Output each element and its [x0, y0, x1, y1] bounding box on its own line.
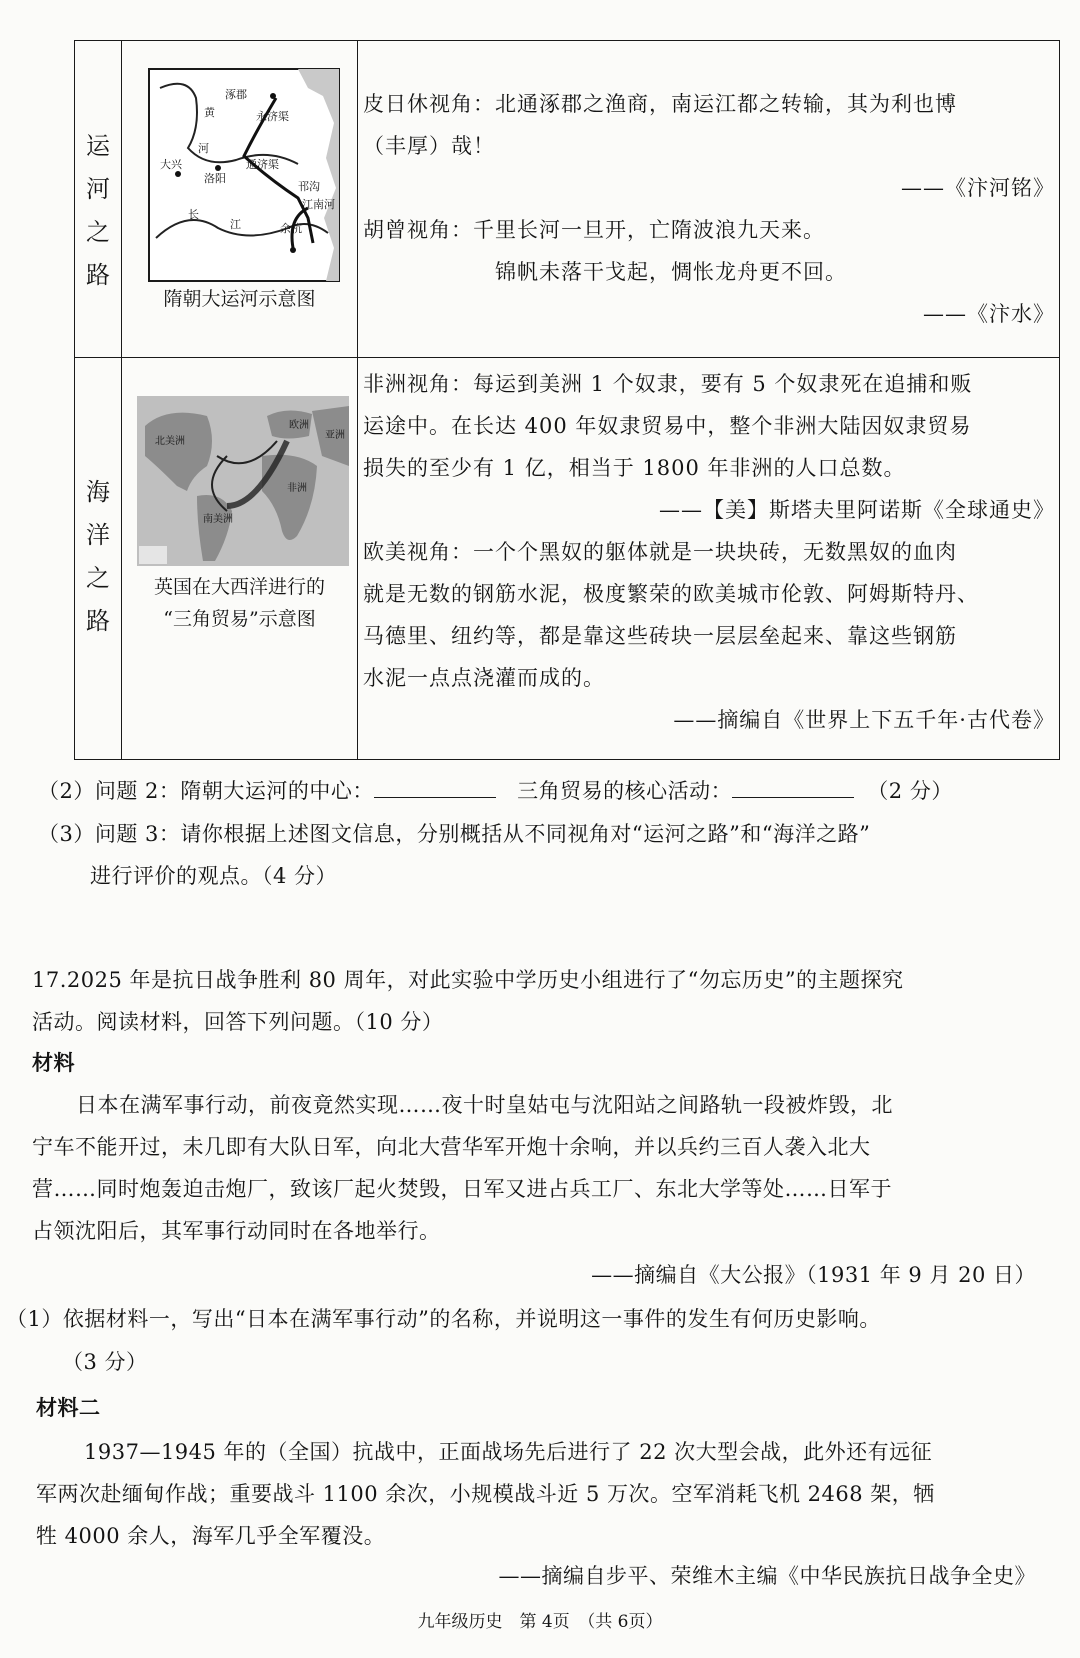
question-17-1-score: （3 分） [62, 1350, 148, 1374]
map-label: 通济渠 [246, 158, 279, 171]
text-line: （丰厚）哉！ [363, 134, 495, 158]
map-label: 余杭 [280, 222, 302, 235]
text-line: 锦帆未落干戈起，惆怅龙舟更不回。 [495, 260, 847, 284]
text-line: 马德里、纽约等，都是靠这些砖块一层层垒起来、靠这些钢筋 [363, 624, 957, 648]
material-1-text: 占领沈阳后，其军事行动同时在各地举行。 [32, 1219, 441, 1243]
question-17-intro: 活动。阅读材料，回答下列问题。（10 分） [32, 1010, 444, 1034]
materials-table [74, 40, 1060, 760]
row-label-ocean-road: 海 洋 之 路 [86, 478, 110, 635]
page-footer: 九年级历史 第 4页 （共 6页） [417, 1612, 663, 1632]
map-label: 非洲 [287, 483, 307, 494]
map-label: 河 [198, 142, 209, 155]
material-2-text: 军两次赴缅甸作战；重要战斗 1100 余次，小规模战斗近 5 万次。空军消耗飞机 2468 架，牺 [36, 1482, 935, 1506]
map-label: 永济渠 [256, 110, 289, 123]
material-2-text: 1937—1945 年的（全国）抗战中，正面战场先后进行了 22 次大型会战，此外还有远征 [84, 1440, 933, 1464]
text-line: 非洲视角：每运到美洲 1 个奴隶，要有 5 个奴隶死在追捕和贩 [363, 372, 973, 396]
text-line: 胡曾视角：千里长河一旦开，亡隋波浪九天来。 [363, 218, 825, 242]
map-label: 邗沟 [298, 180, 320, 193]
text-line: 欧美视角：一个个黑奴的躯体就是一块块砖，无数黑奴的血肉 [363, 540, 957, 564]
material-1-text: 日本在满军事行动，前夜竟然实现……夜十时皇姑屯与沈阳站之间路轨一段被炸毁，北 [76, 1093, 893, 1117]
question-17-1: （1）依据材料一，写出“日本在满军事行动”的名称，并说明这一事件的发生有何历史影响。 [6, 1307, 881, 1331]
triangle-trade-map [137, 396, 349, 566]
material-1-title: 材料 [32, 1050, 75, 1075]
question-3-line2: 进行评价的观点。（4 分） [90, 864, 338, 888]
ocean-perspectives [363, 363, 1055, 741]
answer-blank[interactable] [732, 777, 854, 798]
map-label: 江南河 [302, 198, 335, 211]
map-caption: 隋朝大运河示意图 [163, 288, 316, 310]
grand-canal-map [148, 68, 340, 282]
table-row-divider [75, 357, 1059, 358]
table-divider [357, 41, 358, 759]
map-label: 亚洲 [325, 430, 345, 441]
map-label: 江 [230, 218, 241, 231]
source-line: ——《汴河铭》 [901, 176, 1055, 200]
map-label: 洛阳 [204, 172, 226, 185]
map-caption: 英国在大西洋进行的 “三角贸易”示意图 [153, 576, 325, 630]
answer-blank[interactable] [374, 777, 496, 798]
material-1-text: 营……同时炮轰迫击炮厂，致该厂起火焚毁，日军又进占兵工厂、东北大学等处……日军于 [32, 1177, 892, 1201]
text-line: 损失的至少有 1 亿，相当于 1800 年非洲的人口总数。 [363, 456, 906, 480]
material-1-source: ——摘编自《大公报》（1931 年 9 月 20 日） [591, 1263, 1036, 1287]
map-label: 南美洲 [203, 514, 233, 525]
map-label: 长 [188, 208, 199, 221]
question-17-intro: 17.2025 年是抗日战争胜利 80 周年，对此实验中学历史小组进行了“勿忘历史”的主题探究 [32, 968, 904, 992]
canal-perspectives [363, 83, 1055, 335]
material-1-text: 宁车不能开过，未几即有大队日军，向北大营华军开炮十余响，并以兵约三百人袭入北大 [32, 1135, 871, 1159]
map-label: 涿郡 [225, 88, 247, 101]
map-label: 黄 [204, 106, 215, 119]
material-2-source: ——摘编自步平、荣维木主编《中华民族抗日战争全史》 [498, 1564, 1036, 1588]
question-3-line1: （3）问题 3：请你根据上述图文信息，分别概括从不同视角对“运河之路”和“海洋之路” [38, 822, 871, 846]
text-line: 皮日休视角：北通涿郡之渔商，南运江都之转输，其为利也博 [363, 92, 957, 116]
row-label-canal-road: 运 河 之 路 [86, 132, 110, 289]
map-label: 北美洲 [155, 436, 185, 447]
text-line: 就是无数的钢筋水泥，极度繁荣的欧美城市伦敦、阿姆斯特丹、 [363, 582, 979, 606]
question-2: （2）问题 2：隋朝大运河的中心： 三角贸易的核心活动： （2 分） [38, 779, 953, 803]
source-line: ——【美】斯塔夫里阿诺斯《全球通史》 [659, 498, 1055, 522]
map-label: 欧洲 [289, 420, 309, 431]
text-line: 运途中。在长达 400 年奴隶贸易中，整个非洲大陆因奴隶贸易 [363, 414, 972, 438]
source-line: ——《汴水》 [923, 302, 1055, 326]
material-2-text: 牲 4000 余人，海军几乎全军覆没。 [36, 1524, 386, 1548]
material-2-title: 材料二 [36, 1395, 101, 1420]
source-line: ——摘编自《世界上下五千年·古代卷》 [673, 708, 1055, 732]
map-label: 大兴 [160, 158, 182, 171]
text-line: 水泥一点点浇灌而成的。 [363, 666, 605, 690]
